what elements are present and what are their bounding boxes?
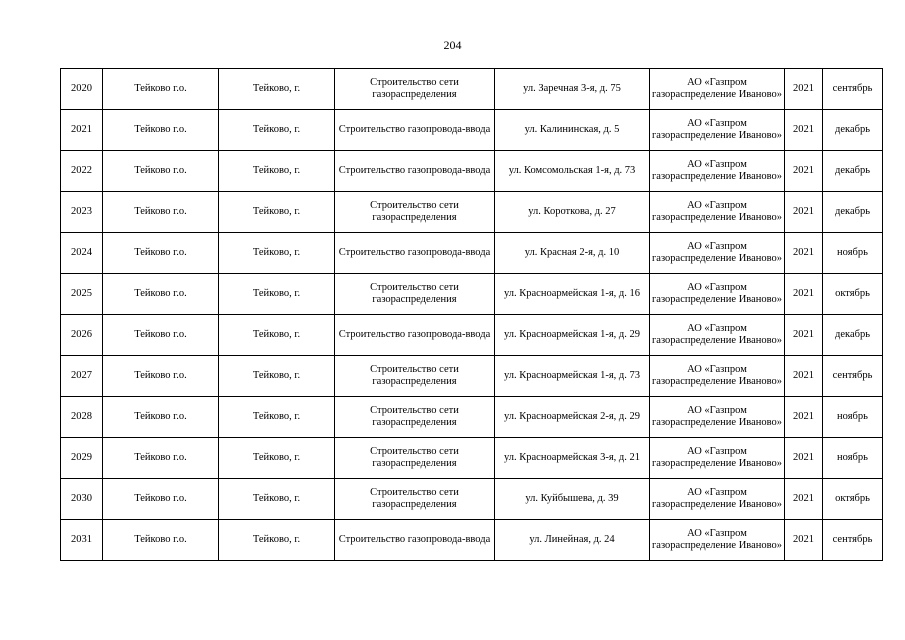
organization-cell: АО «Газпром газораспределение Иваново» [650,520,785,561]
row-number-cell: 2024 [61,233,103,274]
locality-cell: Тейково, г. [219,274,335,315]
year-cell: 2021 [785,397,823,438]
address-cell: ул. Красноармейская 1-я, д. 16 [495,274,650,315]
organization-cell: АО «Газпром газораспределение Иваново» [650,479,785,520]
row-number-cell: 2020 [61,69,103,110]
district-cell: Тейково г.о. [103,110,219,151]
district-cell: Тейково г.о. [103,438,219,479]
table-row [61,69,883,110]
district-cell: Тейково г.о. [103,274,219,315]
locality-cell: Тейково, г. [219,233,335,274]
work-type-cell: Строительство сети газораспределения [335,192,495,233]
district-cell: Тейково г.о. [103,356,219,397]
year-cell: 2021 [785,69,823,110]
table-row [61,233,883,274]
year-cell: 2021 [785,274,823,315]
month-cell: ноябрь [823,397,883,438]
page-number: 204 [443,38,462,52]
year-cell: 2021 [785,110,823,151]
organization-cell: АО «Газпром газораспределение Иваново» [650,69,785,110]
address-cell: ул. Куйбышева, д. 39 [495,479,650,520]
year-cell: 2021 [785,356,823,397]
work-type-cell: Строительство сети газораспределения [335,397,495,438]
table-row [61,315,883,356]
year-cell: 2021 [785,151,823,192]
locality-cell: Тейково, г. [219,192,335,233]
work-type-cell: Строительство сети газораспределения [335,479,495,520]
year-cell: 2021 [785,315,823,356]
row-number-cell: 2027 [61,356,103,397]
address-cell: ул. Линейная, д. 24 [495,520,650,561]
table-row [61,397,883,438]
month-cell: октябрь [823,479,883,520]
work-type-cell: Строительство газопровода-ввода [335,233,495,274]
locality-cell: Тейково, г. [219,110,335,151]
month-cell: сентябрь [823,69,883,110]
address-cell: ул. Красноармейская 3-я, д. 21 [495,438,650,479]
organization-cell: АО «Газпром газораспределение Иваново» [650,192,785,233]
year-cell: 2021 [785,438,823,479]
table-row [61,192,883,233]
district-cell: Тейково г.о. [103,520,219,561]
row-number-cell: 2021 [61,110,103,151]
organization-cell: АО «Газпром газораспределение Иваново» [650,110,785,151]
organization-cell: АО «Газпром газораспределение Иваново» [650,438,785,479]
row-number-cell: 2025 [61,274,103,315]
table-body [61,69,883,561]
year-cell: 2021 [785,192,823,233]
year-cell: 2021 [785,479,823,520]
year-cell: 2021 [785,233,823,274]
district-cell: Тейково г.о. [103,397,219,438]
month-cell: сентябрь [823,356,883,397]
address-cell: ул. Заречная 3-я, д. 75 [495,69,650,110]
work-type-cell: Строительство сети газораспределения [335,438,495,479]
address-cell: ул. Комсомольская 1-я, д. 73 [495,151,650,192]
row-number-cell: 2029 [61,438,103,479]
address-cell: ул. Красноармейская 1-я, д. 73 [495,356,650,397]
locality-cell: Тейково, г. [219,397,335,438]
district-cell: Тейково г.о. [103,315,219,356]
month-cell: сентябрь [823,520,883,561]
row-number-cell: 2022 [61,151,103,192]
month-cell: ноябрь [823,233,883,274]
month-cell: декабрь [823,110,883,151]
month-cell: декабрь [823,315,883,356]
row-number-cell: 2028 [61,397,103,438]
locality-cell: Тейково, г. [219,438,335,479]
locality-cell: Тейково, г. [219,69,335,110]
locality-cell: Тейково, г. [219,520,335,561]
organization-cell: АО «Газпром газораспределение Иваново» [650,397,785,438]
organization-cell: АО «Газпром газораспределение Иваново» [650,315,785,356]
table-row [61,438,883,479]
work-type-cell: Строительство сети газораспределения [335,274,495,315]
organization-cell: АО «Газпром газораспределение Иваново» [650,151,785,192]
work-type-cell: Строительство газопровода-ввода [335,151,495,192]
work-type-cell: Строительство газопровода-ввода [335,315,495,356]
table-row [61,520,883,561]
table-row [61,479,883,520]
district-cell: Тейково г.о. [103,233,219,274]
address-cell: ул. Калининская, д. 5 [495,110,650,151]
row-number-cell: 2026 [61,315,103,356]
locality-cell: Тейково, г. [219,151,335,192]
work-type-cell: Строительство газопровода-ввода [335,110,495,151]
organization-cell: АО «Газпром газораспределение Иваново» [650,233,785,274]
address-cell: ул. Короткова, д. 27 [495,192,650,233]
work-type-cell: Строительство сети газораспределения [335,356,495,397]
district-cell: Тейково г.о. [103,192,219,233]
address-cell: ул. Красная 2-я, д. 10 [495,233,650,274]
table-row [61,356,883,397]
table-row [61,110,883,151]
gasification-table [60,68,883,561]
organization-cell: АО «Газпром газораспределение Иваново» [650,274,785,315]
month-cell: октябрь [823,274,883,315]
table-row [61,274,883,315]
organization-cell: АО «Газпром газораспределение Иваново» [650,356,785,397]
locality-cell: Тейково, г. [219,356,335,397]
table-row [61,151,883,192]
month-cell: декабрь [823,192,883,233]
month-cell: декабрь [823,151,883,192]
locality-cell: Тейково, г. [219,479,335,520]
row-number-cell: 2031 [61,520,103,561]
district-cell: Тейково г.о. [103,151,219,192]
district-cell: Тейково г.о. [103,69,219,110]
row-number-cell: 2030 [61,479,103,520]
address-cell: ул. Красноармейская 1-я, д. 29 [495,315,650,356]
month-cell: ноябрь [823,438,883,479]
locality-cell: Тейково, г. [219,315,335,356]
work-type-cell: Строительство газопровода-ввода [335,520,495,561]
address-cell: ул. Красноармейская 2-я, д. 29 [495,397,650,438]
year-cell: 2021 [785,520,823,561]
district-cell: Тейково г.о. [103,479,219,520]
row-number-cell: 2023 [61,192,103,233]
work-type-cell: Строительство сети газораспределения [335,69,495,110]
